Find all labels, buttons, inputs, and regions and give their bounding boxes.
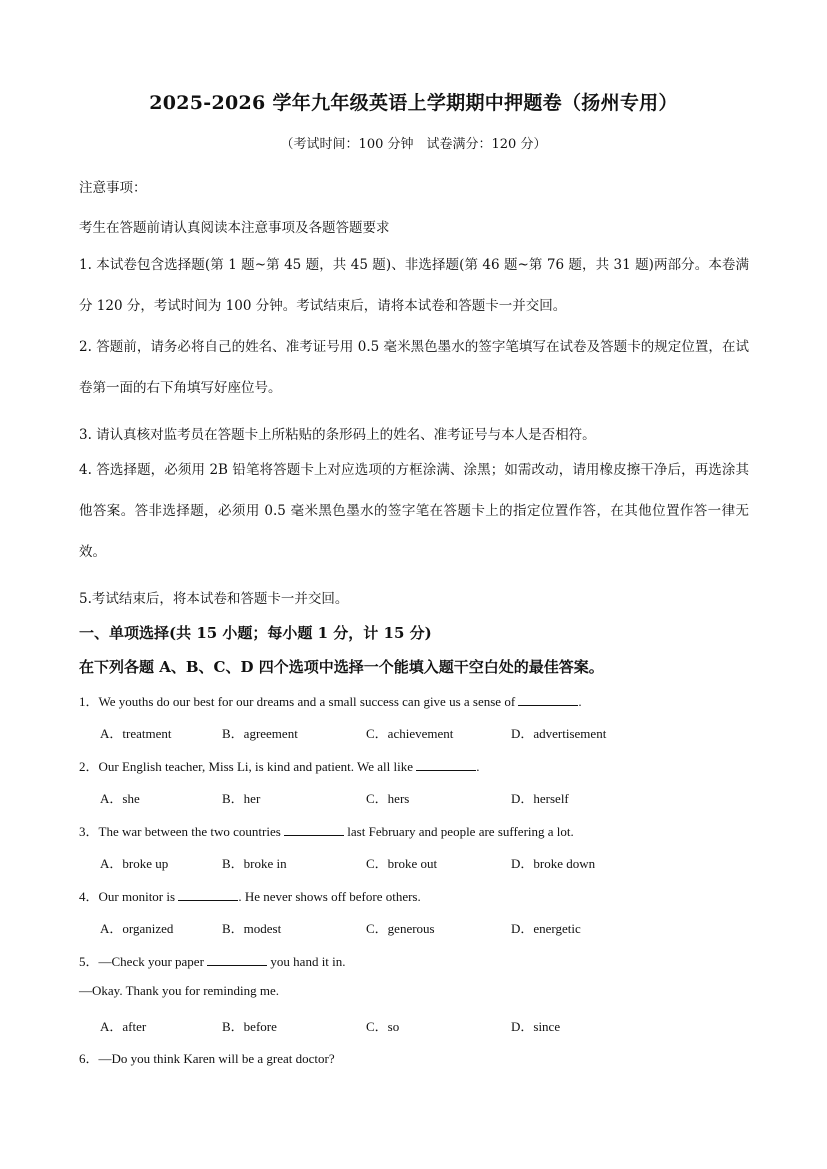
question-text-end: . [578,694,582,709]
option-b: B．before [222,1019,277,1034]
section-heading: 一、单项选择(共 15 小题；每小题 1 分，计 15 分) [79,624,432,642]
exam-info: （考试时间：100 分钟 试卷满分：120 分） [280,137,547,152]
option-d: D．advertisement [511,726,607,741]
question-text: 2．Our English teacher, Miss Li, is kind and patient. We all like [79,759,413,774]
option-d: D．since [511,1019,561,1034]
question-text: 3．The war between the two countries [79,824,281,839]
notice-item-1: 1. 本试卷包含选择题(第 1 题~第 45 题，共 45 题)、非选择题(第 46 题~第 76 题，共 31 题)两部分。本卷满分 120 分，考试时间为 100 分钟。考试结束后，请将本试卷和答题卡一并交回。 [79,257,749,314]
question-3 [79,821,574,840]
answer-blank [518,693,578,706]
page-title: 2025-2026 学年九年级英语上学期期中押题卷（扬州专用） [149,92,678,114]
option-a: A．broke up [100,856,169,871]
option-b: B．agreement [222,726,298,741]
answer-blank [284,823,344,836]
option-a: A．treatment [100,726,172,741]
option-d: D．herself [511,791,569,806]
question-text-end: . [476,759,480,774]
answer-blank [207,953,267,966]
question-2 [79,756,479,775]
option-a: A．organized [100,921,174,936]
option-b: B．modest [222,921,282,936]
option-b: B．her [222,791,261,806]
question-text-end: you hand it in. [270,954,346,969]
option-c: C．achievement [366,726,454,741]
option-b: B．broke in [222,856,287,871]
question-5 [79,951,346,970]
answer-blank [416,758,476,771]
option-c: C．hers [366,791,410,806]
notice-item-3: 3. 请认真核对监考员在答题卡上所粘贴的条形码上的姓名、准考证号与本人是否相符。 [79,427,596,443]
option-c: C．broke out [366,856,438,871]
question-text-end: . He never shows off before others. [238,889,421,904]
option-d: D．broke down [511,856,596,871]
section-instruction: 在下列各题 A、B、C、D 四个选项中选择一个能填入题干空白处的最佳答案。 [79,658,604,676]
answer-blank [178,888,238,901]
question-6: 6．—Do you think Karen will be a great doctor? [79,1051,335,1066]
option-a: A．she [100,791,140,806]
option-a: A．after [100,1019,147,1034]
question-4 [79,886,421,905]
notice-heading: 注意事项： [79,180,147,196]
question-text: 5．—Check your paper [79,954,204,969]
notice-item-5: 5.考试结束后，将本试卷和答题卡一并交回。 [79,591,349,607]
notice-intro: 考生在答题前请认真阅读本注意事项及各题答题要求 [79,220,390,236]
option-c: C．generous [366,921,435,936]
question-text-end: last February and people are suffering a lot. [347,824,574,839]
question-1 [79,691,582,710]
notice-item-4: 4. 答选择题，必须用 2B 铅笔将答题卡上对应选项的方框涂满、涂黑；如需改动，请用橡皮擦干净后，再选涂其他答案。答非选择题，必须用 0.5 毫米黑色墨水的签字笔在答题卡上的指定位置作答，在其他位置作答一律无效。 [79,462,749,560]
option-c: C．so [366,1019,400,1034]
question-text: 4．Our monitor is [79,889,176,904]
question-5-reply: —Okay. Thank you for reminding me. [79,983,280,998]
question-text: 1．We youths do our best for our dreams and a small success can give us a sense of [79,694,516,709]
option-d: D．energetic [511,921,581,936]
notice-item-2: 2. 答题前，请务必将自己的姓名、准考证号用 0.5 毫米黑色墨水的签字笔填写在试卷及答题卡的规定位置，在试卷第一面的右下角填写好座位号。 [79,339,749,396]
